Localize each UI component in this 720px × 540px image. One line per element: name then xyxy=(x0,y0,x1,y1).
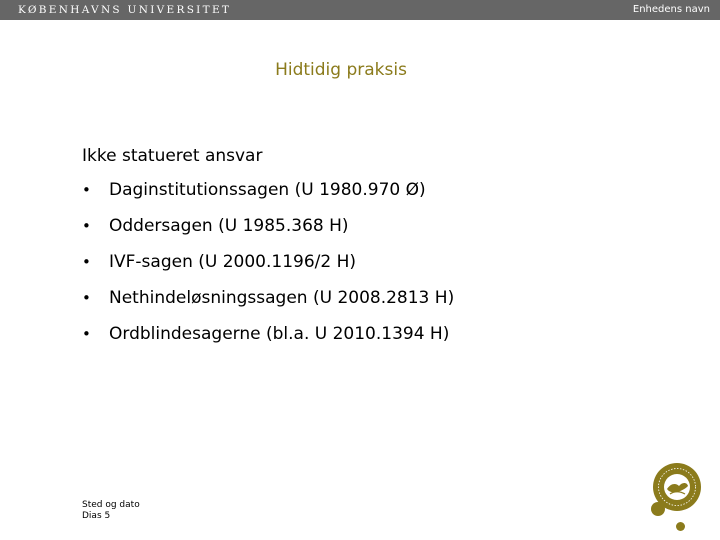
bullet-icon: • xyxy=(82,217,91,235)
bullet-icon: • xyxy=(82,325,91,343)
decor-dot-large xyxy=(651,502,665,516)
university-brand: KØBENHAVNS UNIVERSITET xyxy=(18,4,232,16)
bullet-text: Oddersagen (U 1985.368 H) xyxy=(109,216,349,236)
bullet-text: Ordblindesagerne (bl.a. U 2010.1394 H) xyxy=(109,324,450,344)
bullet-icon: • xyxy=(82,253,91,271)
unit-name: Enhedens navn xyxy=(632,4,710,15)
footer-place-date: Sted og dato xyxy=(82,500,140,510)
decor-dot-small xyxy=(676,522,685,531)
bullet-icon: • xyxy=(82,181,91,199)
slide-title: Hidtidig praksis xyxy=(275,60,407,80)
header-bar xyxy=(0,0,720,20)
slide-subtitle: Ikke statueret ansvar xyxy=(82,146,263,166)
bullet-text: Nethindeløsningssagen (U 2008.2813 H) xyxy=(109,288,455,308)
bullet-text: IVF-sagen (U 2000.1196/2 H) xyxy=(109,252,357,272)
footer-slide-number: Dias 5 xyxy=(82,511,111,521)
bullet-icon: • xyxy=(82,289,91,307)
footer xyxy=(82,500,140,522)
bullet-text: Daginstitutionssagen (U 1980.970 Ø) xyxy=(109,180,426,200)
